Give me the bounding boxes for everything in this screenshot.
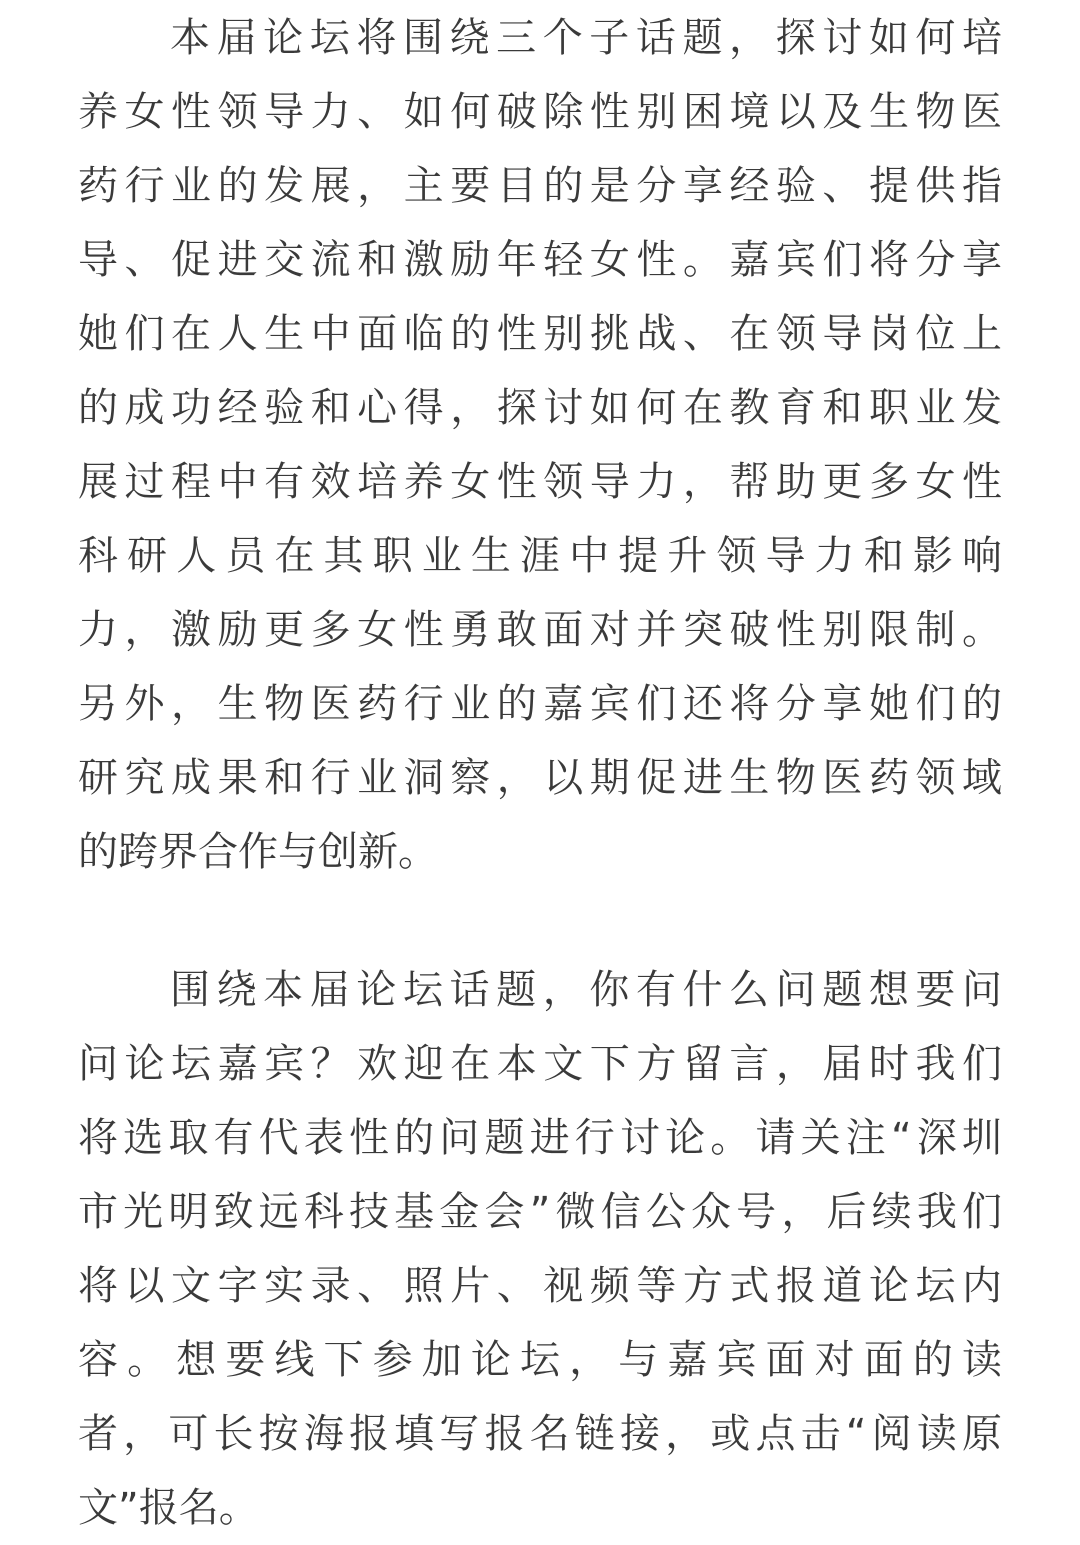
text-line: 者，可长按海报填写报名链接，或点击“阅读原: [78, 1411, 1002, 1457]
text-line: 科研人员在其职业生涯中提升领导力和影响: [78, 533, 1002, 579]
text-line: 围绕本届论坛话题，你有什么问题想要问: [170, 967, 1002, 1013]
text-line: 养女性领导力、如何破除性别困境以及生物医: [78, 89, 1002, 135]
paragraph-forum-topics: [78, 1, 1002, 889]
paragraph-call-to-action: [78, 953, 1002, 1545]
text-line: 的成功经验和心得，探讨如何在教育和职业发: [78, 385, 1002, 431]
text-line: 将以文字实录、照片、视频等方式报道论坛内: [78, 1263, 1002, 1309]
text-line: 药行业的发展，主要目的是分享经验、提供指: [78, 163, 1002, 209]
text-line: 将选取有代表性的问题进行讨论。请关注“深圳: [78, 1115, 1002, 1161]
text-line: 文”报名。: [78, 1485, 259, 1531]
text-line: 导、促进交流和激励年轻女性。嘉宾们将分享: [78, 237, 1002, 283]
text-line: 展过程中有效培养女性领导力，帮助更多女性: [78, 459, 1002, 505]
text-line: 问论坛嘉宾？欢迎在本文下方留言，届时我们: [78, 1041, 1002, 1087]
text-line: 研究成果和行业洞察，以期促进生物医药领域: [78, 755, 1002, 801]
text-line: 力，激励更多女性勇敢面对并突破性别限制。: [78, 607, 1002, 653]
text-line: 市光明致远科技基金会”微信公众号，后续我们: [78, 1189, 1002, 1235]
text-line: 本届论坛将围绕三个子话题，探讨如何培: [170, 15, 1002, 61]
text-line: 的跨界合作与创新。: [78, 829, 438, 875]
text-line: 她们在人生中面临的性别挑战、在领导岗位上: [78, 311, 1002, 357]
text-line: 另外，生物医药行业的嘉宾们还将分享她们的: [78, 681, 1002, 727]
text-line: 容。想要线下参加论坛，与嘉宾面对面的读: [78, 1337, 1002, 1383]
